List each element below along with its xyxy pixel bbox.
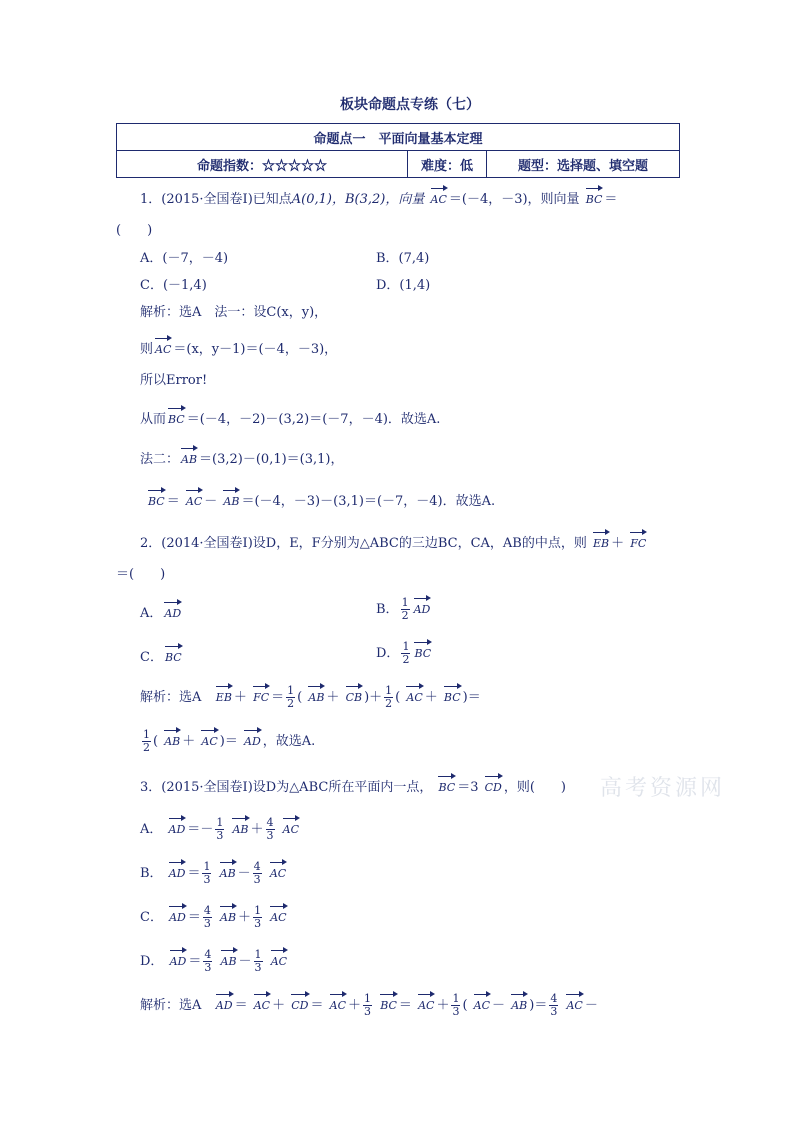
fraction: $\frac{1}{3}$ [364,992,372,1018]
vector-bc: BC [165,644,182,663]
fraction: $\frac{1}{3}$ [254,904,262,930]
fraction: $\frac{4}{3}$ [253,860,261,886]
q1-stem: 1．(2015·全国卷Ⅰ)已知点A(0,1)，B(3,2)，向量 AC ＝(－4，－3)，则向量 BC ＝ [140,186,617,206]
page-title: 板块命题点专练（七） [340,97,480,113]
vector-bc: BC [444,684,461,703]
vector-ac: AC [271,948,287,967]
fraction: $\frac{1}{3}$ [203,860,211,886]
fraction: $\frac{1}{2}$ [401,596,409,622]
vector-ad: AD [164,600,181,619]
vector-ad: AD [244,728,261,747]
q2-solution-line2: $\frac{1}{2}$ ( AB ＋ AC )＝ AD ，故选A. [143,728,316,754]
q1-solution-line1: 解析：选A 法一：设C(x，y)， [140,305,328,320]
vector-ac: AC [201,728,217,747]
fraction: $\frac{1}{2}$ [385,684,393,710]
q1-option-b: B．(7,4) [376,251,430,266]
vector-ac: AC [254,992,270,1011]
vector-ad: AD [170,948,187,967]
topic-cell: 命题点一 平面向量基本定理 [117,124,680,151]
vector-bc: BC [586,186,603,205]
q1-solution-line6: BC ＝ AC － AB ＝(－4，－3)－(3,1)＝(－7，－4)．故选A. [146,488,495,508]
fraction: $\frac{1}{3}$ [452,992,460,1018]
vector-ab: AB [220,904,236,923]
topic-table [116,123,680,178]
q1-solution-line5: 法二： AB ＝(3,2)－(0,1)＝(3,1)， [140,446,344,466]
vector-bc: BC [168,406,185,425]
fraction: $\frac{1}{2}$ [402,640,410,666]
vector-cb: CB [346,684,363,703]
fraction: $\frac{1}{2}$ [143,728,150,754]
vector-ad: AD [169,860,186,879]
q3-option-c: C． AD ＝ $\frac{4}{3}$ AB ＋ $\frac{1}{3}$ AC [140,904,287,930]
vector-ac: AC [330,992,346,1011]
type-cell: 题型：选择题、填空题 [487,151,680,178]
vector-ac: AC [270,860,286,879]
vector-fc: FC [253,684,269,703]
fraction: $\frac{4}{3}$ [550,992,558,1018]
vector-ab: AB [223,488,239,507]
q3-option-b: B． AD ＝ $\frac{1}{3}$ AB － $\frac{4}{3}$ AC [140,860,287,886]
fraction: $\frac{1}{2}$ [287,684,295,710]
vector-ab: AB [511,992,527,1011]
vector-bc: BC [380,992,397,1011]
vector-ad: AD [169,904,186,923]
index-cell: 命题指数：☆☆☆☆☆ [117,151,408,178]
q2-solution-line1: 解析：选A EB ＋ FC ＝ $\frac{1}{2}$ ( AB ＋ CB )＋ $\frac{1}{2}$ ( AC ＋ BC )＝ [140,684,481,710]
q3-option-d: D． AD ＝ $\frac{4}{3}$ AB － $\frac{1}{3}$ AC [140,948,288,974]
q2-paren: ＝( ) [116,567,166,582]
vector-eb: EB [593,530,609,549]
vector-ac: AC [283,816,299,835]
vector-eb: EB [216,684,232,703]
q2-stem: 2．(2014·全国卷Ⅰ)设D，E，F分别为△ABC的三边BC，CA，AB的中点，则 EB ＋ FC [140,530,648,550]
vector-ab: AB [232,816,248,835]
vector-ab: AB [308,684,324,703]
vector-bc: BC [414,640,431,659]
vector-ac: AC [431,186,447,205]
fraction: $\frac{1}{3}$ [254,948,262,974]
fraction: $\frac{1}{3}$ [216,816,224,842]
q1-option-d: D．(1,4) [376,278,431,293]
watermark: 高考资源网 [600,776,726,801]
vector-bc: BC [148,488,165,507]
q2-option-c: C． BC [140,644,184,664]
vector-ab: AB [181,446,197,465]
vector-ac: AC [566,992,582,1011]
q1-solution-line4: 从而 BC ＝(－4，－2)－(3,2)＝(－7，－4)．故选A. [140,406,440,426]
q1-paren: ( ) [116,223,153,238]
q2-option-d: D． $\frac{1}{2}$ BC [376,640,432,666]
fraction: $\frac{4}{3}$ [204,948,212,974]
vector-ac: AC [270,904,286,923]
q3-option-a: A． AD ＝－ $\frac{1}{3}$ AB ＋ $\frac{4}{3}$ AC [140,816,300,842]
vector-ac: AC [406,684,422,703]
fraction: $\frac{4}{3}$ [203,904,211,930]
vector-ad: AD [216,992,233,1011]
vector-ab: AB [221,948,237,967]
vector-ac: AC [155,336,171,355]
q3-solution-line1: 解析：选A AD ＝ AC ＋ CD ＝ AC ＋ $\frac{1}{3}$ BC ＝ AC ＋ $\frac{1}{3}$ ( AC － AB )＝ $\frac{4}{3}$ AC － [140,992,598,1018]
vector-ab: AB [220,860,236,879]
vector-ac: AC [474,992,490,1011]
q1-solution-line2: 则 AC ＝(x，y－1)＝(－4，－3)， [140,336,337,356]
q1-option-c: C．(－1,4) [140,278,207,293]
vector-cd: CD [485,774,502,793]
vector-ac: AC [186,488,202,507]
vector-ad: AD [414,596,431,615]
vector-ab: AB [164,728,180,747]
q2-option-b: B． $\frac{1}{2}$ AD [376,596,431,622]
vector-ac: AC [418,992,434,1011]
fraction: $\frac{4}{3}$ [266,816,274,842]
q3-stem: 3．(2015·全国卷Ⅰ)设D为△ABC所在平面内一点， BC ＝3 CD ，则( ) [140,774,566,794]
q1-option-a: A．(－7，－4) [140,251,229,266]
vector-cd: CD [291,992,308,1011]
difficulty-cell: 难度：低 [408,151,487,178]
vector-fc: FC [630,530,646,549]
q2-option-a: A． AD [140,600,183,620]
vector-ad: AD [169,816,186,835]
q1-solution-line3: 所以Error! [140,373,208,388]
vector-bc: BC [438,774,455,793]
